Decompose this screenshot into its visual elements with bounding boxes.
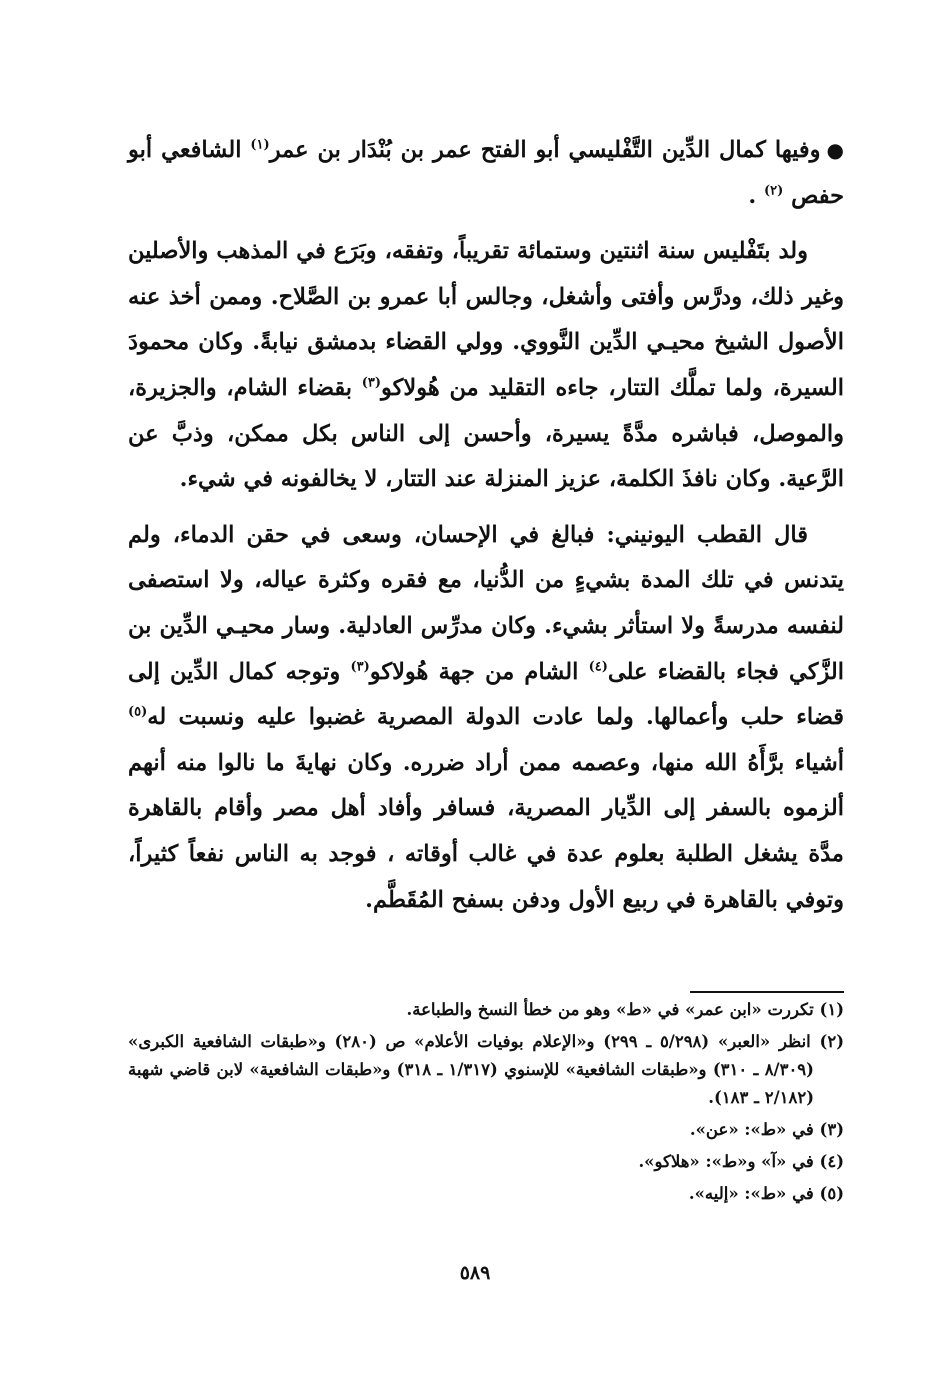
paragraph-2-text-b: بقضاء الشام، والجزيرة، والموصل، فباشره مدَّةً يسيرة، وأحسن إلى الناس بكل ممكن، وذبَّ عن الرَّعية. وكان نافذَ الكلمة، عزيز المنزلة عند التتار، لا يخالفونه في شيء.: [128, 374, 844, 493]
paragraph-3-text-b: الشام من جهة هُولاكو: [369, 658, 589, 685]
paragraph-1-text-b: الشافعي أبو حفص: [128, 137, 844, 209]
paragraph-3-text-a: قال القطب اليونيني: فبالغ في الإحسان، وسعى في حقن الدماء، ولم يتدنس في تلك المدة بشيءٍ من الدُّنيا، مع فقره وكثرة عياله، ولا استصفى لنفسه مدرسةً ولا استأثر بشيء. وكان مدرِّس العادلية. وسار محيـي الدِّين بن الزَّكي فجاء بالقضاء على: [128, 521, 845, 685]
footnote-3: (٣) في «ط»: «عن».: [689, 1120, 844, 1139]
footnotes: [128, 996, 844, 1208]
paragraph-2-text-a: ولد بتَفْليس سنة اثنتين وستمائة تقريباً، وتفقه، وبَرَع في المذهب والأصلين وغير ذلك، ودرَّس وأفتى وأشغل، وجالس أبا عمرو بن الصَّلاح. وممن أخذ عنه الأصول الشيخ محيـي الدِّين النَّووي. وولي القضاء بدمشق نيابةً. وكان محمودَ السيرة، ولما تملَّك التتار، جاءه التقليد من هُولاكو: [128, 238, 844, 401]
footnote-ref-1: (١): [250, 137, 270, 153]
paragraph-3: [128, 513, 844, 923]
paragraph-1-text-a: وفيها كمال الدِّين التَّفْليسي أبو الفتح عمر بن بُنْدَار بن عمر: [269, 137, 821, 163]
footnote-2: (٢) انظر «العبر» (٥/٢٩٨ ـ ٢٩٩) و«الإعلام بوفيات الأعلام» ص (٢٨٠) و«طبقات الشافعية الكبرى» (٨/٣٠٩ ـ ٣١٠) و«طبقات الشافعية» للإسنوي (١/٣١٧ ـ ٣١٨) و«طبقات الشافعية» لابن قاضي شهبة (٢/١٨٢ ـ ١٨٣).: [128, 1032, 844, 1107]
paragraph-1-text-c: .: [748, 182, 764, 209]
paragraph-2: [128, 229, 844, 503]
footnote-ref-4: (٤): [588, 659, 608, 675]
paragraph-1: [128, 128, 844, 219]
paragraph-3-text-d: أشياء برَّأَهُ الله منها، وعصمه ممن أراد ضرره. وكان نهايةَ ما نالوا منه أنهم ألزموه بالسفر إلى الدِّيار المصرية، فسافر وأفاد أهل مصر وأقام بالقاهرة مدَّة يشغل الطلبة بعلوم عدة في غالب أوقاته ، فوجد به الناس نفعاً كثيراً، وتوفي بالقاهرة في ربيع الأول ودفن بسفح المُقَطَّم.: [128, 749, 844, 913]
footnote-1: (١) تكررت «ابن عمر» في «ط» وهو من خطأ النسخ والطباعة.: [406, 1000, 844, 1019]
footnote-ref-3b: (٣): [350, 659, 370, 675]
footnote-ref-5: (٥): [128, 704, 148, 720]
footnote-4: (٤) في «آ» و«ط»: «هلاكو».: [638, 1152, 844, 1171]
footnote-5: (٥) في «ط»: «إليه».: [688, 1184, 844, 1203]
bullet-icon: ●: [826, 138, 844, 162]
main-text: [128, 128, 844, 923]
footnote-divider: [690, 991, 844, 993]
page-number: ٥٨٩: [459, 1262, 491, 1284]
footnote-ref-3: (٣): [361, 375, 382, 391]
paragraph-3-text-c: وتوجه كمال الدِّين إلى قضاء حلب وأعمالها. ولما عادت الدولة المصرية غضبوا عليه ونسبت له: [128, 658, 844, 731]
footnote-ref-2: (٢): [764, 183, 784, 199]
